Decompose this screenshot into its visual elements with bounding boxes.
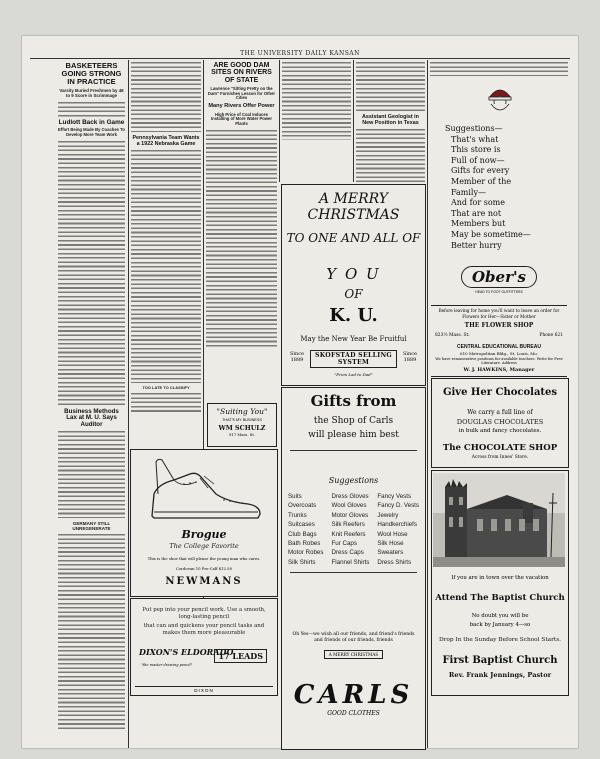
article-text [206,130,277,347]
classified-heading: TOO LATE TO CLASSIFY [142,385,190,391]
ad-dixon-brand-sub: "the master drawing pencil" [141,663,193,667]
carls-item: Fancy D. Vests [377,502,419,510]
obers-line: Gifts for every [451,166,510,176]
christmas-l5: OF [344,287,363,301]
since-right: Since 1889 [402,351,417,363]
article-text [282,62,351,140]
chocolate-shop-name: The CHOCOLATE SHOP [442,443,558,453]
carls-items-col2 [331,492,369,567]
column-5-top [356,62,425,182]
carls-item: Dress Shirts [377,558,412,566]
ad-dixon-brand: DIXON'S ELDORADO [139,647,234,657]
ad-brogue [130,449,278,597]
carls-item: Trunks [288,511,307,519]
article-text [430,62,568,76]
carls-item: Silk Shirts [288,558,316,566]
masthead-rule [30,58,570,59]
flower-text: Before leaving for home you'll want to leave an order for Flowers for Her—Sister or Mother [438,308,560,319]
chocolate-l2: DOUGLAS CHOCOLATES [456,418,544,426]
subhead-varsity: Varsity Buried Freshmen by 48 to 9 Score in Scrimmage [59,87,124,98]
obers-logo: Ober's [461,266,537,288]
column-rule [427,60,428,748]
carls-item: Sweaters [377,549,404,557]
ad-chocolate-shop [431,378,569,468]
ad-obers [431,78,567,304]
article-text [131,150,201,383]
ad-dixon-leads: 17 LEADS [214,649,267,663]
carls-item: Wool Gloves [331,502,367,510]
carls-item: Wool Hose [377,530,408,538]
headline-basketeers: BASKETEERS GOING STRONG IN PRACTICE [61,62,122,86]
ad-schulz-tag: THAT'S MY BUSINESS [222,418,262,422]
carls-item: Overcoats [288,502,317,510]
obers-line: This store is [451,145,501,155]
chocolate-l1: We carry a full line of [467,409,533,416]
skofstad-brand: SKOFSTAD SELLING SYSTEM [310,350,397,368]
carls-item: Bath Robes [288,540,321,548]
church-l2: No doubt you will be [471,613,529,619]
obers-line: That are not [451,208,502,218]
obers-line: Better hurry [451,240,502,250]
church-l3: back by January 4—so [469,622,531,628]
christmas-l2: CHRISTMAS [307,207,400,223]
article-text [58,431,125,518]
ad-brogue-tagline: This is the shoe that will please the young man who cares. [147,556,261,561]
bureau-addr: 610 Metropolitan Bldg., St. Louis, Mo. [460,351,538,356]
obers-logo-sub: HEAD TO FOOT OUTFITTERS [475,290,523,294]
subhead-rivers: Many Rivers Offer Power [208,102,275,109]
ad-skofstad [281,184,426,386]
chocolate-addr: Across from Innes' Store. [471,455,529,460]
article-text [356,62,425,112]
carls-h2: the Shop of Carls [313,416,394,426]
obers-line: Full of now— [451,155,505,165]
chocolate-l3: in bulk and fancy chocolates. [458,428,542,434]
subhead-lawrence: Lawrence "Sitting Pretty on the Dam" Furnishes Lesson for Other Cities [207,86,276,101]
ad-schulz-name: WM SCHULZ [218,424,266,432]
bureau-text: We have remunerative positions for available teachers. Write for Free Literature. Address [435,357,563,366]
church-name: First Baptist Church [442,655,558,666]
carls-logo-sub: GOOD CLOTHES [327,710,380,717]
ad-dixon-line2: that can and quickens your pencil tasks and makes them more pleasurable [143,623,265,637]
carls-item: Silk Reefers [331,521,365,529]
carls-h3: will please him best [308,430,399,440]
obers-line: Family— [451,187,486,197]
ad-brogue-subtitle: The College Favorite [169,542,239,550]
carls-item: Dress Gloves [331,493,369,500]
carls-item: Motor Gloves [331,511,369,519]
subhead-coal: High Price of Coal Induces Installing of More Water Power Plants [210,111,273,126]
carls-item: Fancy Vests [377,493,412,500]
article-text [58,141,125,406]
obers-line: Members but [451,219,506,229]
carls-item: Suits [288,493,302,500]
article-text [58,102,125,117]
headline-geologist: Assistant Geologist in New Position in Texas [362,114,419,126]
carls-logo: CARLS [293,680,414,710]
masthead: THE UNIVERSITY DAILY KANSAN [240,50,360,57]
shoe-illustration [144,454,264,524]
obers-line: And for some [451,198,505,208]
ad-carls [281,387,426,750]
skofstad-brand-sub: "From Lad to Dad" [334,372,373,377]
column-4-top [282,62,351,182]
obers-line: Suggestions— [445,124,503,133]
ad-brogue-store: NEWMANS [165,576,243,587]
carls-merry: A MERRY CHRISTMAS [324,650,383,659]
carls-item: Club Bags [288,530,317,538]
headline-dam-sites: ARE GOOD DAM SITES ON RIVERS OF STATE [211,62,272,84]
christmas-l6: K. U. [329,305,378,326]
ad-brogue-title: Brogue [181,528,227,541]
flower-name: THE FLOWER SHOP [464,322,534,329]
carls-item: Silk Hose [377,540,404,548]
subhead-effort: Effort Being Made By Coaches To Develop More Team Work [58,127,125,137]
obers-line: That's what [451,134,499,144]
obers-line: May be sometime— [451,229,531,239]
subhead-germany: GERMANY STILL UNREGENERATE [72,521,111,532]
carls-item: Flannel Shirts [331,558,370,566]
carls-item: Motor Robes [288,549,324,557]
carls-h1: Gifts from [310,392,397,410]
carls-items [282,492,425,567]
church-l1: If you are in town over the vacation [451,575,549,581]
ad-baptist-church [431,470,569,696]
column-2 [131,62,201,412]
santa-illustration [485,82,515,116]
headline-ludlott: Ludlott Back in Game [58,118,125,126]
article-text [131,62,201,132]
church-pastor: Rev. Frank Jennings, Pastor [448,671,552,679]
ad-schulz-addr: 917 Mass. St. [228,432,256,437]
carls-items-col1 [288,492,323,567]
carls-greeting: Oh Yes—we wish all our friends, and friend's friends and friends of our friends, friends [292,632,415,643]
ad-schulz-slogan: "Suiting You" [216,407,268,416]
ad-flower-shop [431,305,567,343]
carls-item: Fur Caps [331,540,357,548]
article-text [356,129,425,182]
ad-dixon-footer: DIXON [135,686,273,693]
column-1 [58,62,125,748]
church-photo [433,473,565,567]
carls-suggestions: Suggestions [328,476,379,485]
ad-dixon-line1: Put pep into your pencil work. Use a smooth, long-lasting pencil [142,607,266,621]
carls-item: Suitcases [288,521,315,529]
column-rule [353,60,354,182]
column-3 [206,62,277,412]
headline-pennsylvania: Pennsylvania Team Wants a 1922 Nebraska Game [132,135,200,147]
headline-business-methods: Business Methods Lax at M. U. Says Auditor [64,407,119,428]
church-heading: Attend The Baptist Church [435,593,565,603]
obers-suggestions [445,124,531,251]
flower-addr: 823½ Mass. St. [435,333,470,338]
carls-item: Dress Caps [331,549,364,557]
christmas-l3: TO ONE AND ALL OF [286,231,421,245]
classified-text [131,393,201,412]
christmas-l1: A MERRY [318,191,388,207]
ad-educational-bureau [431,342,567,377]
carls-items-col3 [377,492,419,567]
carls-item: Knit Reefers [331,530,366,538]
christmas-l4: Y O U [326,265,381,283]
chocolate-heading: Give Her Chocolates [442,387,558,398]
column-rule [128,60,129,748]
carls-item: Handkerchiefs [377,521,417,529]
christmas-wish: May the New Year Be Fruitful [300,335,407,343]
bureau-manager: W. J. HAWKINS, Manager [463,367,535,373]
article-text [58,534,125,731]
flower-phone: Phone 621 [539,333,563,338]
bureau-name: CENTRAL EDUCATIONAL BUREAU [457,344,541,350]
church-l4: Drop In the Sunday Before School Starts. [438,637,562,643]
since-left: Since 1889 [289,351,304,363]
ad-brogue-price: Cordovan 10 Pro-Calf $12.50 [175,566,233,571]
carls-item: Jewelry [377,511,399,519]
ad-schulz [207,403,277,447]
obers-line: Member of the [451,176,512,186]
column-rule [279,60,280,182]
ad-dixon [130,598,278,696]
